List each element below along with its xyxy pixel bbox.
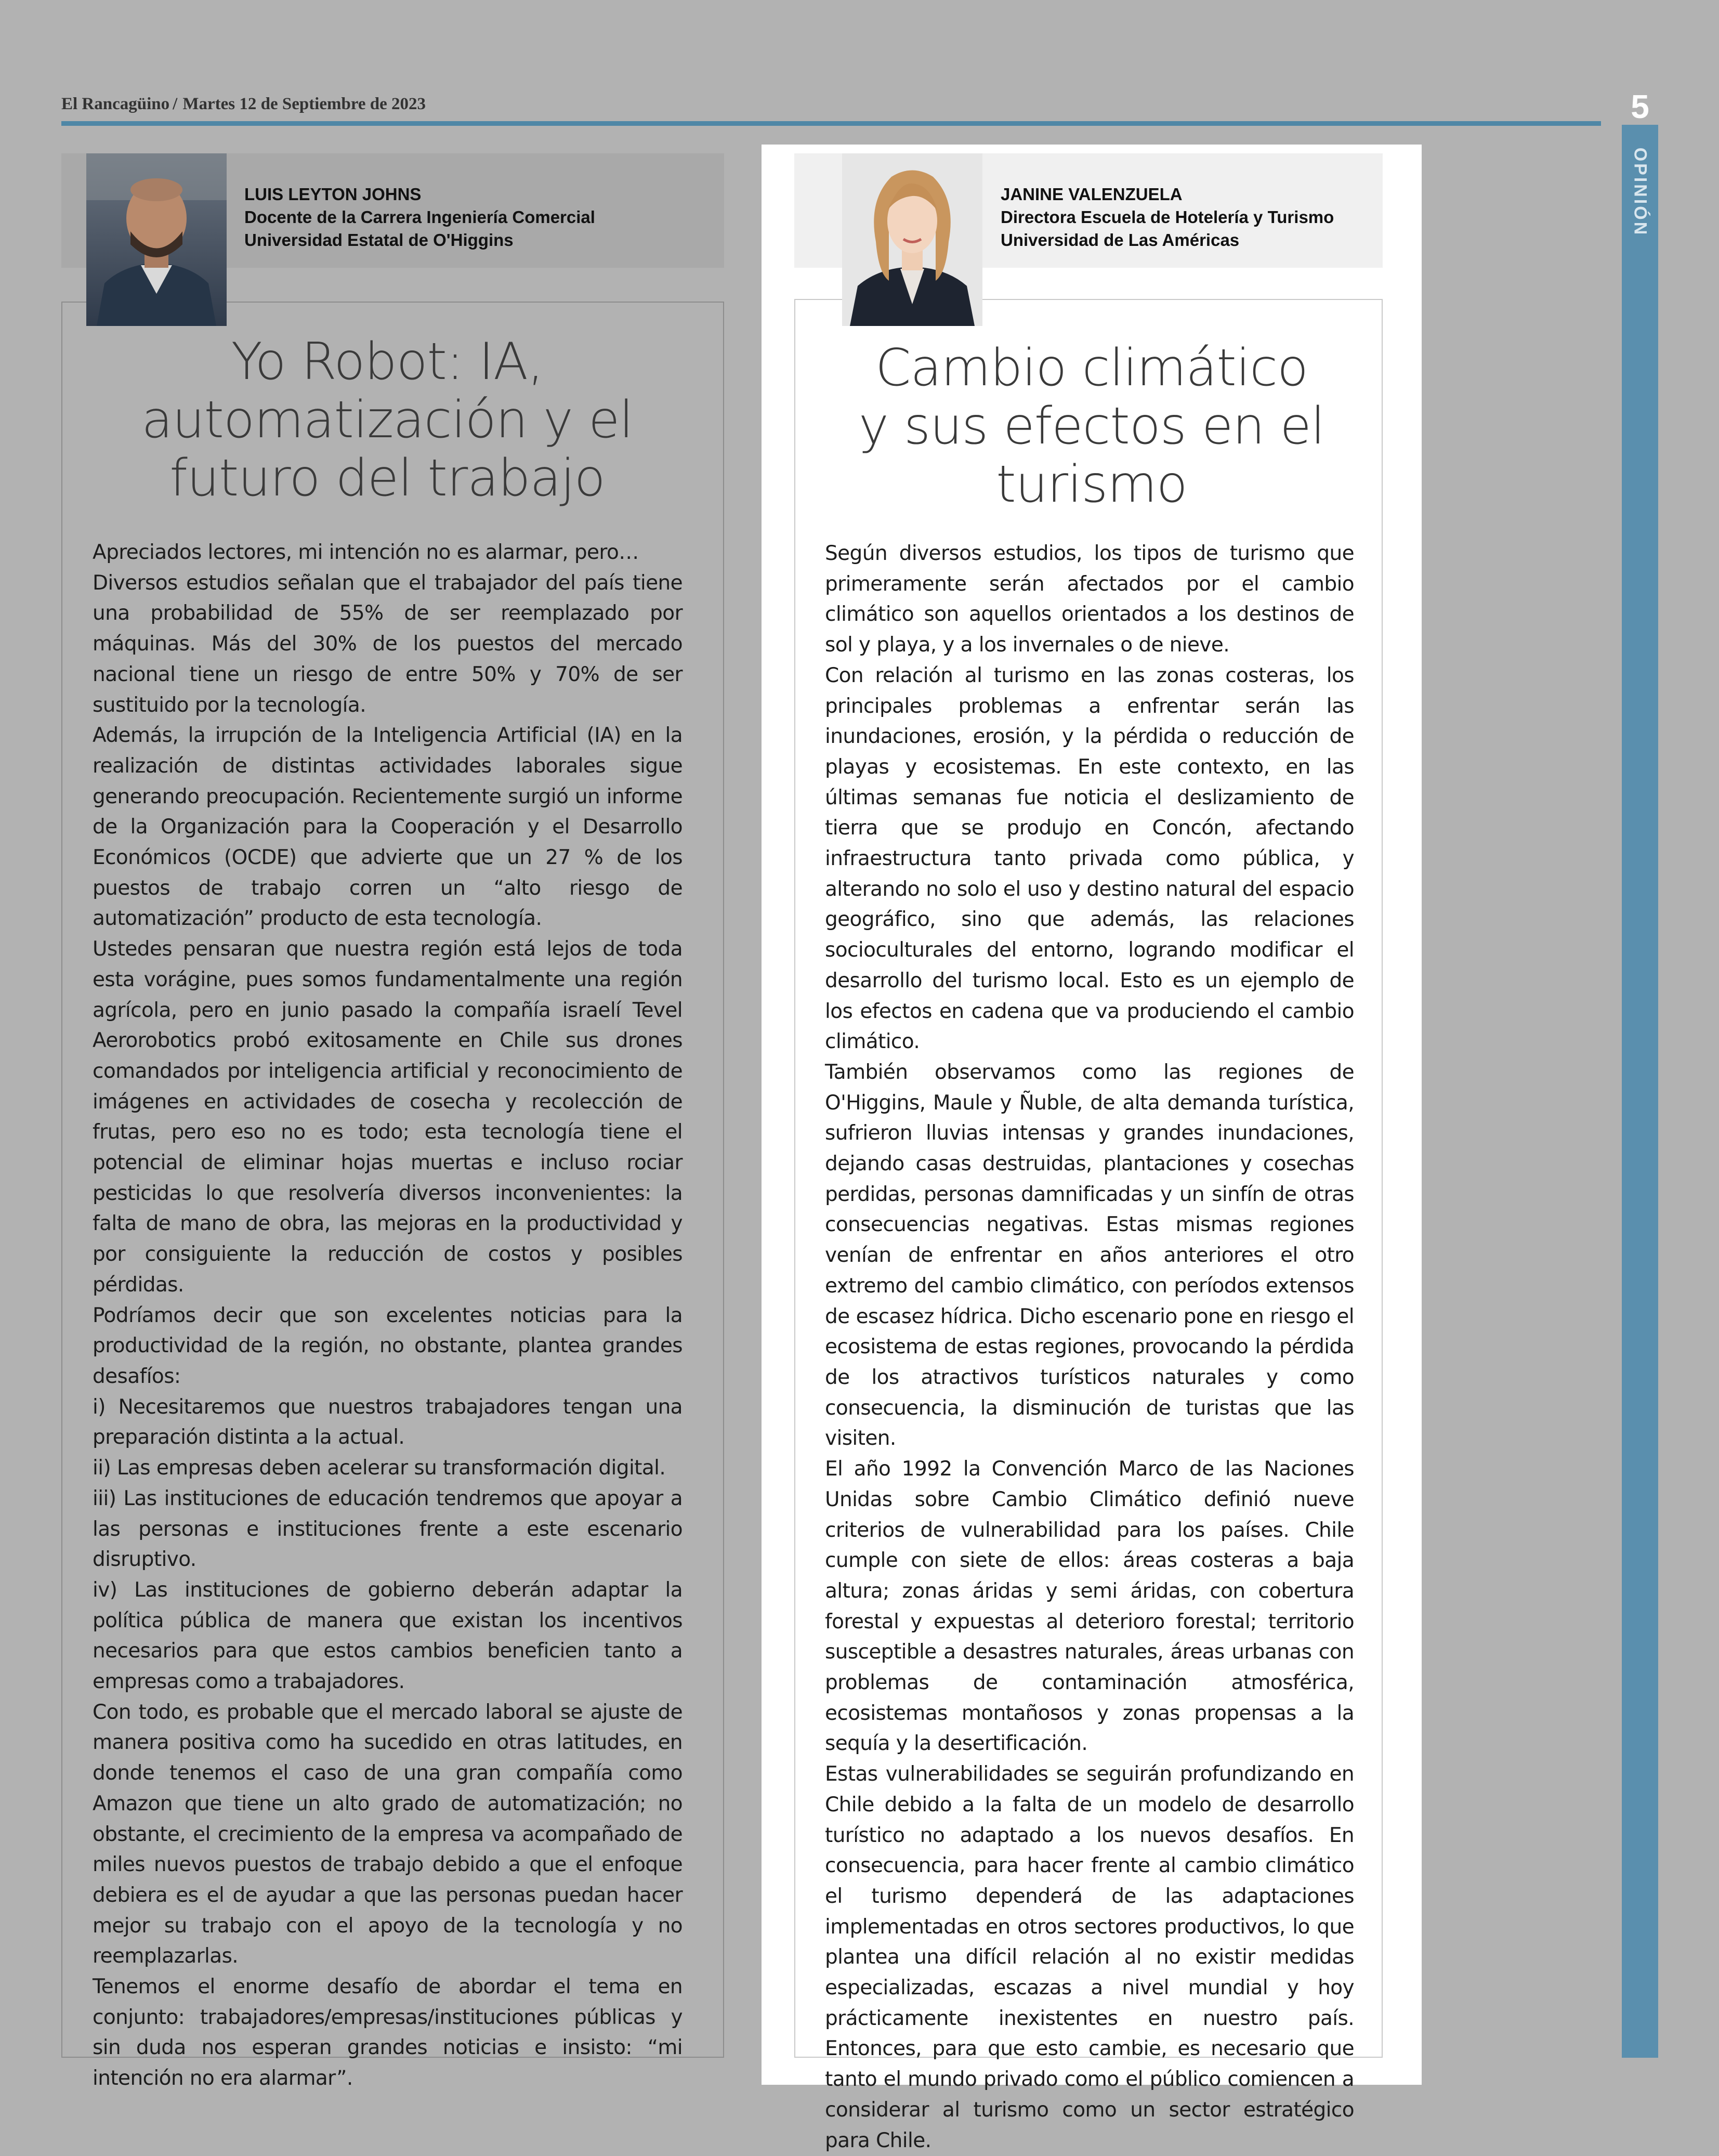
article-title-left xyxy=(104,333,671,507)
section-label: OPINIÓN xyxy=(1630,147,1650,237)
paragraph: iv) Las instituciones de gobierno deberán adaptar la política pública de manera que existan los incentivos necesarios para que estos cambios beneficien tanto a empresas como a trabajadores. xyxy=(93,1578,683,1694)
publication-date: Martes 12 de Septiembre de 2023 xyxy=(182,95,426,113)
author-photo-right xyxy=(842,153,982,326)
article-body-left xyxy=(93,538,683,2094)
author-name: JANINE VALENZUELA xyxy=(1001,185,1183,204)
paragraph: Con todo, es probable que el mercado laboral se ajuste de manera positiva como ha sucedido en otras latitudes, en donde tenemos el caso de una gran compañía como Amazon que tiene un alto grado de automatización; no obstante, el crecimiento de la empresa va acompañado de miles nuevos puestos de trabajo debido a que el enfoque debiera es el de ayudar a que las personas puedan hacer mejor su trabajo con el apoyo de la tecnología y no reemplazarlas. xyxy=(93,1700,683,1968)
paragraph: Ustedes pensaran que nuestra región está lejos de toda esta vorágine, pues somos fundamentalmente una región agrícola, pero en junio pasado la compañía israelí Tevel Aerorobotics probó exitosamente en Chile sus drones comandados por inteligencia artificial y reconocimiento de imágenes en actividades de cosecha y recolección de frutas, pero eso no es todo; esta tecnología tiene el potencial de eliminar hojas muertas e incluso rociar pesticidas lo que resolvería diversos inconvenientes: la falta de mano de obra, las mejoras en la productividad y por consiguiente la reducción de costos y posibles pérdidas. xyxy=(93,937,683,1297)
author-credit-left xyxy=(244,183,595,252)
paragraph: Tenemos el enorme desafío de abordar el tema en conjunto: trabajadores/empresas/instituciones públicas y sin duda nos esperan grandes noticias e insisto: “mi intención no era alarmar”. xyxy=(93,1975,683,2090)
paragraph: iii) Las instituciones de educación tendremos que apoyar a las personas e instituciones frente a este escenario disruptivo. xyxy=(93,1486,683,1572)
paragraph: i) Necesitaremos que nuestros trabajadores tengan una preparación distinta a la actual. xyxy=(93,1395,683,1449)
title-line: futuro del trabajo xyxy=(169,449,605,508)
author-institution: Universidad de Las Américas xyxy=(1001,230,1240,250)
paragraph: Diversos estudios señalan que el trabajador del país tiene una probabilidad de 55% de ser reemplazado por máquinas. Más del 30% de los puestos del mercado nacional tiene un riesgo de entre 50% y 70% de ser sustituido por la tecnología. xyxy=(93,571,683,717)
title-line: Yo Robot: IA, xyxy=(231,332,544,391)
masthead xyxy=(61,95,426,114)
paragraph: Con relación al turismo en las zonas costeras, los principales problemas a enfrentar serán las inundaciones, erosión, y la pérdida o reducción de playas y ecosistemas. En este contexto, en las últimas semanas fue noticia el deslizamiento de tierra que se produjo en Concón, afectando infraestructura tanto privada como pública, y alterando no solo el uso y destino natural del espacio geográfico, sino que además, las relaciones socioculturales del entorno, logrando modificar el desarrollo del turismo local. Esto es un ejemplo de los efectos en cadena que va produciendo el cambio climático. xyxy=(825,663,1354,1054)
section-sidebar xyxy=(1622,125,1658,2058)
paragraph: Estas vulnerabilidades se seguirán profundizando en Chile debido a la falta de un modelo de desarrollo turístico no adaptado a los nuevos desafíos. En consecuencia, para hacer frente al cambio climático el turismo dependerá de las adaptaciones implementadas en otros sectores productivos, lo que plantea una difícil relación al no existir medidas especializadas, escazas a nivel mundial y hoy prácticamente inexistentes en nuestro país. Entonces, para que esto cambie, es necesario que tanto el mundo privado como el público comiencen a considerar al turismo como un sector estratégico para Chile. xyxy=(825,1762,1354,2152)
article-body-right xyxy=(825,539,1354,2156)
author-institution: Universidad Estatal de O'Higgins xyxy=(244,230,514,250)
page-number: 5 xyxy=(1631,88,1649,125)
article-title-right xyxy=(821,339,1362,514)
paragraph: ii) Las empresas deben acelerar su transformación digital. xyxy=(93,1456,666,1480)
publication-name: El Rancagüino xyxy=(61,95,170,113)
title-line: automatización y el xyxy=(141,390,633,450)
author-name: LUIS LEYTON JOHNS xyxy=(244,185,422,204)
paragraph: Según diversos estudios, los tipos de turismo que primeramente serán afectados por el cambio climático son aquellos orientados a los destinos de sol y playa, y a los invernales o de nieve. xyxy=(825,542,1354,657)
author-role: Docente de la Carrera Ingeniería Comercial xyxy=(244,207,595,227)
title-line: y sus efectos en el xyxy=(858,397,1325,456)
paragraph: Podríamos decir que son excelentes noticias para la productividad de la región, no obstante, plantea grandes desafíos: xyxy=(93,1303,683,1388)
paragraph: Además, la irrupción de la Inteligencia Artificial (IA) en la realización de distintas actividades laborales sigue generando preocupación. Recientemente surgió un informe de la Organización para la Cooperación y el Desarrollo Económicos (OCDE) que advierte que un 27 % de los puestos de trabajo corren un “alto riesgo de automatización” producto de esta tecnología. xyxy=(93,724,683,931)
paragraph: También observamos como las regiones de O'Higgins, Maule y Ñuble, de alta demanda turística, sufrieron lluvias intensas y grandes inundaciones, dejando casas destruidas, plantaciones y cosechas perdidas, personas damnificadas y un sinfín de otras consecuencias negativas. Estas mismas regiones venían de enfrentar en años anteriores el otro extremo del cambio climático, con períodos extensos de escasez hídrica. Dicho escenario pone en riesgo el ecosistema de estas regiones, provocando la pérdida de los atractivos turísticos naturales y como consecuencia, la disminución de turistas que las visiten. xyxy=(825,1060,1354,1451)
author-role: Directora Escuela de Hotelería y Turismo xyxy=(1001,207,1334,227)
title-line: turismo xyxy=(996,455,1187,514)
title-line: Cambio climático xyxy=(875,338,1308,398)
paragraph: Apreciados lectores, mi intención no es alarmar, pero… xyxy=(93,541,639,564)
paragraph: El año 1992 la Convención Marco de las Naciones Unidas sobre Cambio Climático definió nueve criterios de vulnerabilidad para los países. Chile cumple con siete de ellos: áreas costeras a baja altura; zonas áridas y semi áridas, con cobertura forestal y expuestas al deterioro forestal; territorio susceptible a desastres naturales, áreas urbanas con problemas de contaminación atmosférica, ecosistemas montañosos y zonas propensas a la sequía y la desertificación. xyxy=(825,1457,1354,1756)
author-photo-left xyxy=(86,153,227,326)
masthead-separator: / xyxy=(173,95,178,113)
author-credit-right xyxy=(1001,183,1334,252)
header-rule xyxy=(61,121,1601,126)
